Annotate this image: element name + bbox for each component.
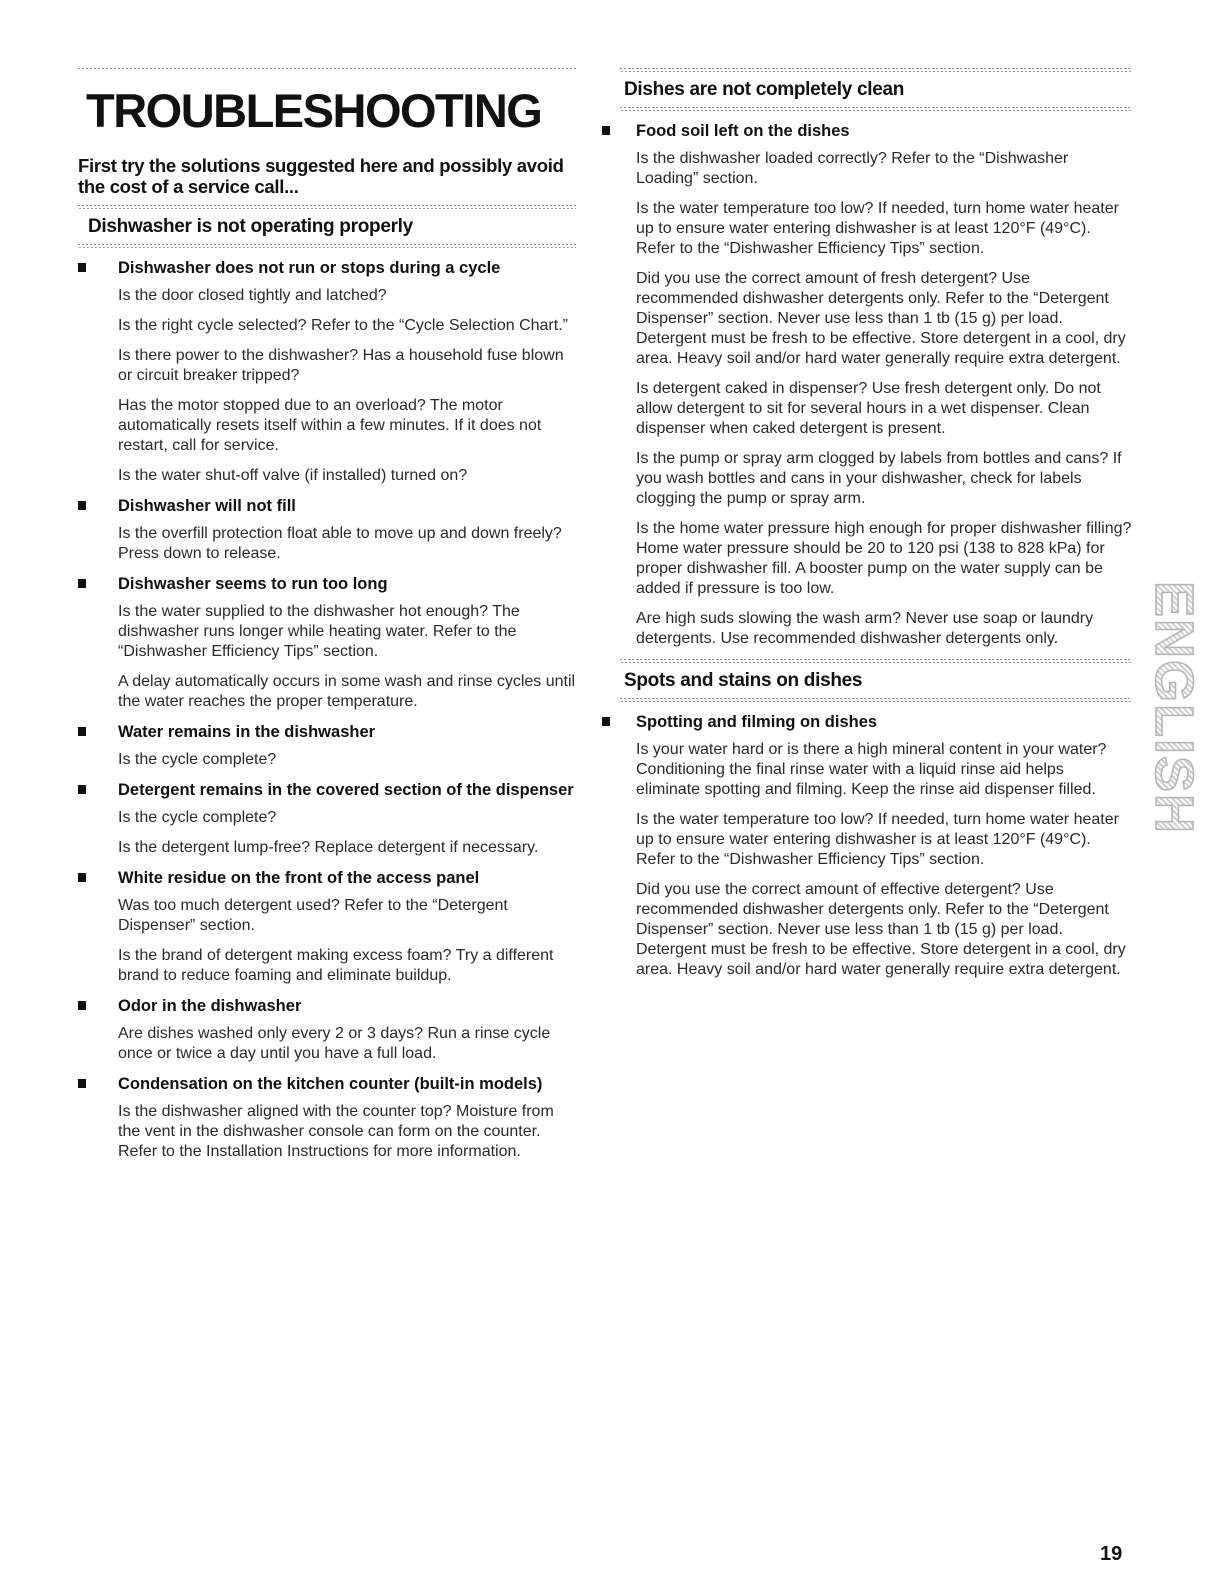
item-paragraph: Is the home water pressure high enough for proper dishwasher filling? Home water pressure should be 20 to 120 psi (138 to 828 kPa) for proper dishwasher fill. A booster pump on the water supply can be added if pressure is too low.	[636, 520, 1132, 597]
bullet-icon	[78, 785, 86, 794]
item-paragraph: Is the detergent lump-free? Replace detergent if necessary.	[118, 839, 539, 856]
item-paragraph: Is the pump or spray arm clogged by labels from bottles and cans? If you wash bottles and cans in your dishwasher, check for labels clogging the pump or spray arm.	[636, 450, 1122, 507]
item-paragraph: Is the water temperature too low? If needed, turn home water heater up to ensure water entering dishwasher is at least 120°F (49°C). Refer to the “Dishwasher Efficiency Tips” section.	[636, 811, 1119, 868]
troubleshooting-item	[78, 258, 576, 486]
troubleshooting-item	[78, 574, 576, 712]
item-title: Dishwasher will not fill	[118, 497, 296, 515]
section-rule	[620, 107, 1132, 111]
item-paragraph: Is the cycle complete?	[118, 751, 277, 768]
item-paragraph: Is the dishwasher loaded correctly? Refer to the “Dishwasher Loading” section.	[636, 150, 1069, 187]
language-tab-label: ENGLISH	[1144, 580, 1204, 835]
item-paragraph: Are high suds slowing the wash arm? Never use soap or laundry detergents. Use recommended dishwasher detergents only.	[636, 610, 1094, 647]
item-paragraph: Is detergent caked in dispenser? Use fresh detergent only. Do not allow detergent to sit for several hours in a wet dispenser. Clean dispenser when caked detergent is present.	[636, 380, 1101, 437]
item-title: Detergent remains in the covered section of the dispenser	[118, 781, 574, 799]
troubleshooting-item	[620, 121, 1132, 649]
item-paragraph: Is the cycle complete?	[118, 809, 277, 826]
item-paragraph: Are dishes washed only every 2 or 3 days? Run a rinse cycle once or twice a day until you have a full load.	[118, 1025, 551, 1062]
item-paragraph: A delay automatically occurs in some wash and rinse cycles until the water reaches the proper temperature.	[118, 673, 576, 710]
bullet-icon	[602, 717, 610, 726]
item-paragraph: Is the water temperature too low? If needed, turn home water heater up to ensure water entering dishwasher is at least 120°F (49°C). Refer to the “Dishwasher Efficiency Tips” section.	[636, 200, 1119, 257]
item-paragraph: Is the overfill protection float able to move up and down freely? Press down to release.	[118, 525, 562, 562]
right-column	[620, 68, 1132, 990]
troubleshooting-item	[620, 712, 1132, 980]
bullet-icon	[78, 1079, 86, 1088]
item-paragraph: Did you use the correct amount of fresh detergent? Use recommended dishwasher detergents only. Refer to the “Detergent Dispenser” section. Never use less than 1 tb (15 g) per load. Detergent must be fresh to be effective. Store detergent in a cool, dry area. Heavy soil and/or hard water generally require extra detergent.	[636, 270, 1126, 367]
troubleshooting-item	[78, 868, 576, 986]
bullet-icon	[78, 727, 86, 736]
item-paragraph: Is the brand of detergent making excess foam? Try a different brand to reduce foaming and eliminate buildup.	[118, 947, 554, 984]
bullet-icon	[78, 501, 86, 510]
item-paragraph: Is the right cycle selected? Refer to the “Cycle Selection Chart.”	[118, 317, 568, 334]
item-paragraph: Is the door closed tightly and latched?	[118, 287, 387, 304]
item-title: Odor in the dishwasher	[118, 997, 302, 1015]
item-paragraph: Is there power to the dishwasher? Has a household fuse blown or circuit breaker tripped?	[118, 347, 564, 384]
section-rule	[620, 698, 1132, 702]
language-side-tab	[1144, 565, 1204, 850]
troubleshooting-item	[78, 996, 576, 1064]
item-paragraph: Is the water shut-off valve (if installed) turned on?	[118, 467, 468, 484]
bullet-icon	[78, 873, 86, 882]
section-items	[78, 258, 576, 1162]
section-items	[620, 712, 1132, 980]
intro-text: First try the solutions suggested here and possibly avoid the cost of a service call...	[78, 155, 564, 197]
bullet-icon	[602, 126, 610, 135]
item-paragraph: Was too much detergent used? Refer to the “Detergent Dispenser” section.	[118, 897, 508, 934]
page-title: TROUBLESHOOTING	[86, 84, 542, 137]
item-paragraph: Did you use the correct amount of effective detergent? Use recommended dishwasher detergents only. Refer to the “Detergent Dispenser” section. Never use less than 1 tb (15 g) per load. Detergent must be fresh to be effective. Store detergent in a cool, dry area. Heavy soil and/or hard water generally require extra detergent.	[636, 881, 1126, 978]
item-title: Spotting and filming on dishes	[636, 713, 878, 731]
item-title: Food soil left on the dishes	[636, 122, 850, 140]
bullet-icon	[78, 263, 86, 272]
item-title: Condensation on the kitchen counter (built-in models)	[118, 1075, 543, 1093]
item-paragraph: Is your water hard or is there a high mineral content in your water? Conditioning the final rinse water with a liquid rinse aid helps eliminate spotting and filming. Keep the rinse aid dispenser filled.	[636, 741, 1107, 798]
troubleshooting-item	[78, 780, 576, 858]
section-heading: Spots and stains on dishes	[624, 670, 863, 691]
item-paragraph: Is the dishwasher aligned with the counter top? Moisture from the vent in the dishwasher console can form on the counter. Refer to the Installation Instructions for more information.	[118, 1103, 554, 1160]
section-heading: Dishwasher is not operating properly	[88, 216, 413, 237]
bullet-icon	[78, 1001, 86, 1010]
troubleshooting-item	[78, 1074, 576, 1162]
troubleshooting-item	[78, 722, 576, 770]
item-paragraph: Is the water supplied to the dishwasher hot enough? The dishwasher runs longer while heating water. Refer to the “Dishwasher Efficiency Tips” section.	[118, 603, 520, 660]
troubleshooting-item	[78, 496, 576, 564]
section-rule	[78, 244, 576, 248]
item-paragraph: Has the motor stopped due to an overload? The motor automatically resets itself within a few minutes. If it does not restart, call for service.	[118, 397, 542, 454]
section-heading: Dishes are not completely clean	[624, 79, 905, 100]
left-column	[78, 68, 576, 1172]
item-title: Dishwasher does not run or stops during a cycle	[118, 259, 501, 277]
top-rule	[78, 68, 576, 69]
page-number: 19	[1100, 1543, 1123, 1565]
section-items	[620, 121, 1132, 649]
item-title: Dishwasher seems to run too long	[118, 575, 388, 593]
item-title: White residue on the front of the access panel	[118, 869, 480, 887]
item-title: Water remains in the dishwasher	[118, 723, 376, 741]
bullet-icon	[78, 579, 86, 588]
